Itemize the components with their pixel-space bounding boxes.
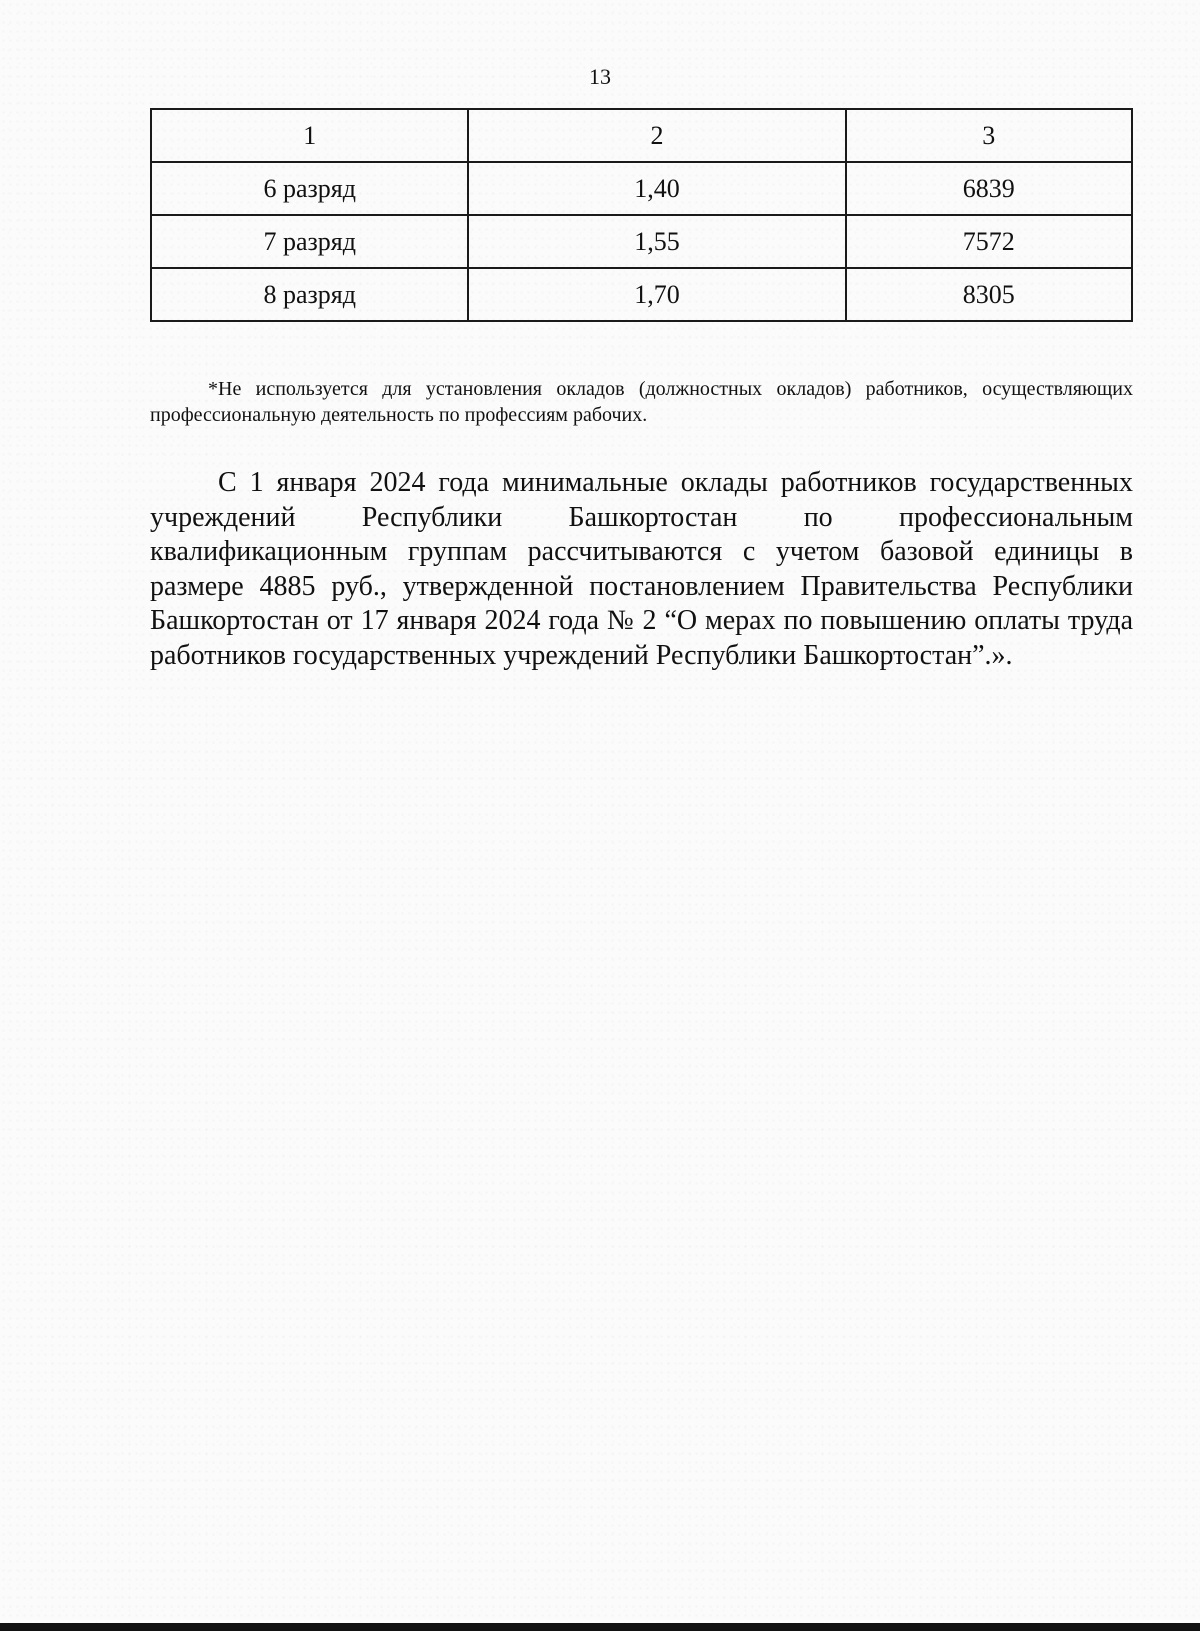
table-header-cell: 3 [846,109,1132,162]
table-cell-salary: 7572 [846,215,1132,268]
table-header-cell: 2 [468,109,845,162]
footnote: *Не используется для установления окладов (должностных окладов) работников, осуществляющих профессиональную деятельность по профессиям рабочих. [150,378,1133,426]
table-cell-coefficient: 1,55 [468,215,845,268]
scan-bottom-edge [0,1623,1200,1631]
table-row [151,215,1132,268]
main-paragraph: С 1 января 2024 года минимальные оклады работников государственных учреждений Республики Башкортостан по профессиональным квалификационным группам рассчитываются с учетом базовой единицы в размере 4885 руб., утвержденной постановлением Правительства Республики Башкортостан от 17 января 2024 года № 2 “О мерах по повышению оплаты труда работников государственных учреждений Республики Башкортостан”.». [150,467,1133,671]
table-row [151,268,1132,321]
table-cell-coefficient: 1,40 [468,162,845,215]
table-cell-grade: 8 разряд [151,268,468,321]
salary-table [150,108,1133,322]
table-cell-grade: 6 разряд [151,162,468,215]
page-number: 13 [589,64,611,89]
table-header-row [151,109,1132,162]
table-cell-salary: 8305 [846,268,1132,321]
table-header-cell: 1 [151,109,468,162]
table-cell-grade: 7 разряд [151,215,468,268]
table-cell-coefficient: 1,70 [468,268,845,321]
table-row [151,162,1132,215]
table-cell-salary: 6839 [846,162,1132,215]
